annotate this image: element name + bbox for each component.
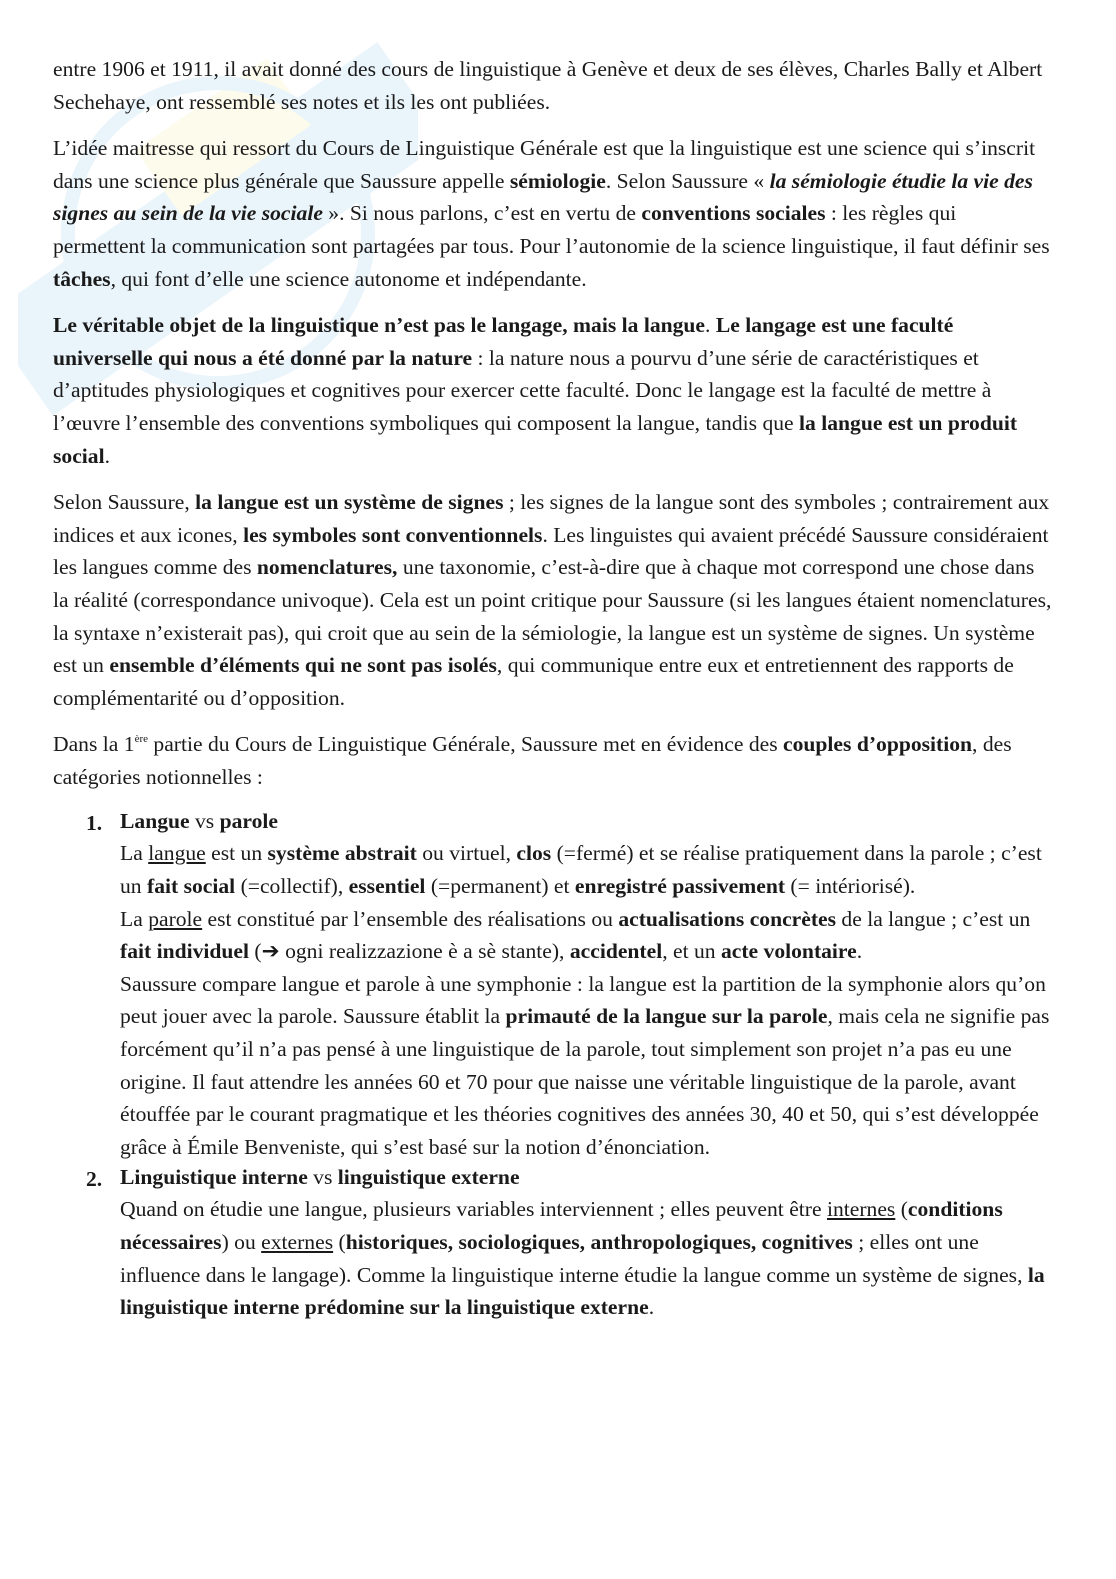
text-span: vs bbox=[189, 809, 220, 834]
text-span: La bbox=[120, 906, 149, 931]
text-span: est un bbox=[205, 841, 268, 866]
text-span: une taxonomie, c’est-à-dire que à chaque mot correspond une chose dans la réalité (correspondance univoque). Cela est un point critique pour Saussure (si les langues étaient nomenclatures, la syntaxe n’existerait pas), qui croit que au sein de la sémiologie, la langue est un système de signes. Un système est un bbox=[53, 555, 1052, 678]
bold-term: Linguistique interne bbox=[120, 1165, 308, 1190]
text-span: ou virtuel, bbox=[416, 841, 517, 866]
symphonie-paragraph bbox=[120, 968, 1053, 1164]
text-span: Saussure compare langue et parole à une symphonie : la langue est la partition de la symphonie alors qu’on peut jouer avec la parole. Saussure établit la bbox=[120, 971, 1046, 1029]
bold-term: conventions sociales bbox=[641, 201, 826, 226]
text-span: ; les signes de la langue sont des symboles ; contrairement aux indices et aux icones, bbox=[53, 490, 1050, 547]
list-item-title bbox=[120, 1163, 1053, 1192]
text-span: . Selon Saussure « bbox=[605, 168, 770, 193]
underlined-term: internes bbox=[826, 1197, 896, 1222]
bold-italic-quote: la sémiologie étudie la vie des signes au sein de la vie sociale bbox=[53, 168, 1033, 226]
text-span: . bbox=[856, 939, 863, 964]
bold-term: Le véritable objet de la linguistique n’est pas le langage, mais la langue bbox=[53, 313, 706, 338]
paragraph-systeme bbox=[53, 486, 1053, 714]
bold-term: tâches bbox=[53, 266, 111, 291]
text-span: : la nature nous a pourvu d’une série de caractéristiques et d’aptitudes physiologiques et cognitives pour exercer cette faculté. Donc le langage est la faculté de mettre à l’œuvre l’ensemble des conventions symboliques qui composent la langue, tandis que bbox=[53, 345, 992, 435]
text-span: (=fermé) et se réalise pratiquement dans la parole ; c’est un bbox=[120, 841, 1042, 899]
paragraph-couples bbox=[53, 728, 1053, 793]
text-span: est constitué par l’ensemble des réalisations ou bbox=[202, 906, 619, 931]
text-span: Selon Saussure, bbox=[53, 490, 196, 515]
bold-term: actualisations concrètes bbox=[618, 906, 837, 931]
opposition-list bbox=[53, 807, 1053, 1323]
list-item-interne-externe bbox=[53, 1163, 1053, 1323]
text-span: . bbox=[104, 443, 110, 468]
bold-term: fait individuel bbox=[120, 939, 249, 964]
bold-term: ensemble d’éléments qui ne sont pas isolés bbox=[109, 653, 497, 678]
bold-term: accidentel bbox=[569, 939, 663, 964]
bold-term: système abstrait bbox=[267, 841, 417, 866]
bold-term: primauté de la langue sur la parole bbox=[505, 1004, 828, 1029]
text-span: vs bbox=[307, 1165, 338, 1190]
text-span: . Les linguistes qui avaient précédé Saussure considéraient les langues comme des bbox=[53, 522, 1049, 580]
bold-term: enregistré passivement bbox=[574, 874, 786, 899]
list-item-title bbox=[120, 807, 1053, 836]
bold-term: linguistique externe bbox=[337, 1165, 520, 1190]
text-span: , mais cela ne signifie pas forcément qu’il n’a pas pensé à une linguistique de la parole, tout simplement son projet n’a pas eu une origine. Il faut attendre les années 60 et 70 pour que naisse une véritable linguistique de la parole, avant étouffée par le courant pragmatique et les théories cognitives des années 30, 40 et 50, qui s’est développée grâce à Émile Benveniste, qui s’est basé sur la notion d’énonciation. bbox=[120, 1004, 1050, 1159]
underlined-term: externes bbox=[261, 1230, 334, 1254]
arrow-right-icon: ➔ bbox=[261, 939, 280, 964]
bold-term: la langue est un système de signes bbox=[195, 490, 504, 515]
text-span: ) ou bbox=[221, 1230, 262, 1254]
bold-term: nomenclatures, bbox=[256, 555, 398, 580]
text-span: L’idée maitresse qui ressort du Cours de Linguistique Générale est que la linguistique est une science qui s’inscrit dans une science plus générale que Saussure appelle bbox=[53, 136, 1036, 193]
text-span: , qui font d’elle une science autonome et indépendante. bbox=[110, 266, 587, 291]
text-span: La bbox=[120, 841, 149, 866]
text-span: . bbox=[705, 313, 716, 338]
document-page bbox=[53, 53, 1053, 1324]
bold-term: la linguistique interne prédomine sur la linguistique externe bbox=[120, 1262, 1045, 1320]
text-span: ». Si nous parlons, c’est en vertu de bbox=[322, 201, 642, 226]
underlined-term: langue bbox=[148, 841, 206, 866]
text-span: de la langue ; c’est un bbox=[836, 906, 1031, 931]
list-item-langue-parole bbox=[53, 807, 1053, 1163]
text-span: ( bbox=[895, 1197, 908, 1222]
bold-term: sémiologie bbox=[509, 168, 606, 193]
bold-term: la langue est un produit social bbox=[53, 410, 1018, 468]
text-span: partie du Cours de Linguistique Générale, Saussure met en évidence des bbox=[148, 732, 784, 757]
bold-term: fait social bbox=[147, 874, 236, 899]
bold-term: couples d’opposition bbox=[783, 732, 973, 757]
text-span: (= intériorisé). bbox=[785, 874, 916, 899]
bold-term: historiques, sociologiques, anthropologiques, cognitives bbox=[345, 1230, 853, 1254]
text-span: Dans la 1 bbox=[53, 732, 135, 757]
text-span: (=permanent) et bbox=[425, 874, 575, 899]
text-span: ( bbox=[249, 939, 262, 964]
paragraph-langage bbox=[53, 309, 1053, 472]
superscript: ère bbox=[134, 733, 148, 746]
bold-term: Le langage est une faculté universelle qui nous a été donné par la nature bbox=[53, 313, 954, 370]
list-number: 2. bbox=[86, 1167, 103, 1192]
text-span: ogni realizzazione è a sè stante), bbox=[279, 939, 570, 964]
paragraph-intro bbox=[53, 53, 1053, 118]
bold-term: parole bbox=[219, 809, 278, 834]
bold-term: acte volontaire bbox=[720, 939, 857, 964]
interne-externe-definition bbox=[120, 1193, 1053, 1323]
text-span: , qui communique entre eux et entretiennent des rapports de complémentarité ou d’opposition. bbox=[53, 653, 1014, 710]
paragraph-semiologie bbox=[53, 132, 1053, 295]
bold-term: Langue bbox=[120, 809, 190, 834]
bold-term: essentiel bbox=[348, 874, 426, 899]
text-span: . bbox=[648, 1295, 655, 1320]
list-number: 1. bbox=[86, 811, 103, 836]
text-span: , des catégories notionnelles : bbox=[53, 732, 1012, 789]
text-span: entre 1906 et 1911, il avait donné des cours de linguistique à Genève et deux de ses élèves, Charles Bally et Albert Sechehaye, ont ressemblé ses notes et ils les ont publiées. bbox=[53, 57, 1043, 114]
text-span: ( bbox=[333, 1230, 346, 1254]
bold-term: clos bbox=[516, 841, 552, 866]
underlined-term: parole bbox=[148, 906, 203, 931]
text-span: (=collectif), bbox=[235, 874, 349, 899]
text-span: Quand on étudie une langue, plusieurs variables interviennent ; elles peuvent être bbox=[120, 1197, 827, 1222]
text-span: : les règles qui permettent la communication sont partagées par tous. Pour l’autonomie de la science linguistique, il faut définir ses bbox=[53, 201, 1050, 258]
parole-definition bbox=[120, 903, 1053, 968]
text-span: , et un bbox=[662, 939, 721, 964]
text-span: ; elles ont une influence dans le langage). Comme la linguistique interne étudie la langue comme un système de signes, bbox=[120, 1230, 1028, 1287]
langue-definition bbox=[120, 837, 1053, 902]
bold-term: les symboles sont conventionnels bbox=[243, 522, 543, 547]
bold-term: conditions nécessaires bbox=[120, 1197, 1003, 1254]
